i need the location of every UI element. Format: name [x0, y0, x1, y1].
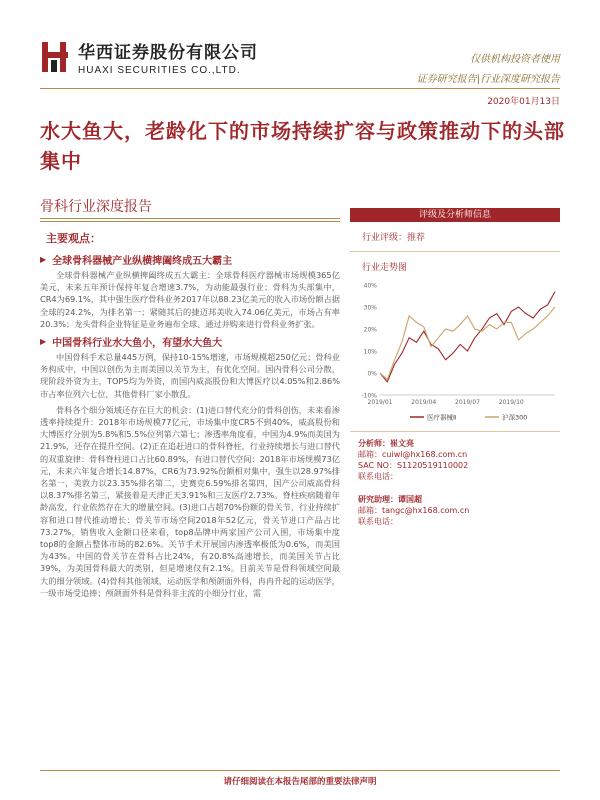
analyst-info [350, 431, 560, 486]
paragraph: 骨科各个细分领域还存在巨大的机会：(1)进口替代充分的骨科创伤，未来看渗透率持续提升：2018年市场规模77亿元，市场集中度CR5不到40%，威高股份和大博医疗分别为5.8%和5.5%位列第六第七；渗透率角度看，中国为4.9%而美国为21.9%，还存在提升空间。(2)正在追赶进口的骨科脊柱，行业持续增长与进口替代的双重旋律：骨科脊柱进口占比60.89%，有进口替代空间：2018年市场规模73亿元，未来六年复合增长14.87%，CR6为73.92%份额相对集中，强生以28.97%排名第一，美敦力以23.35%排名第二，史赛克6.59%排名第四，国产公司威高骨科以8.37%排名第三，紧接着是天津正天3.91%和三友医疗2.73%。脊柱疾病随着年龄高发，行业依然存在大的增量空间。(3)进口占超70%份额的骨关节，行业持续扩容和进口替代推动增长：骨关节市场空间2018年52亿元，骨关节进口产品占比73.27%，销售收入金额口径来看，top8品牌中两家国产公司入围，市场集中度top8的金额占整体市场的82.6%。关节手术开展国内渗透率极低为0.6%，而美国为43%。中国的骨关节在骨科占比24%，有20.8%高速增长，而美国关节占比39%，为美国骨科最大的类别，但是增速仅有2.1%。目前关节是骨科领域空间最大的细分领域。(4)骨科其他领域，运动医学和颅颌面外科，冉冉升起的运动医学，一级市场受追捧；颅颌面外科是骨科非主流的小细分行业，需 [40, 404, 340, 598]
report-subtitle: 骨科行业深度报告 [40, 199, 152, 215]
y-tick-label: -10% [361, 392, 377, 400]
report-title: 水大鱼大，老龄化下的市场持续扩容与政策推动下的头部集中 [40, 119, 565, 173]
assistant-info [350, 486, 560, 531]
x-tick-label: 2019/10 [498, 399, 524, 406]
section-heading-2 [40, 334, 340, 349]
logo-cn-text: 华西证券股份有限公司 [78, 43, 258, 63]
analyst-name: 崔文亮 [390, 439, 414, 448]
main-points-label: 主要观点： [46, 232, 101, 245]
assistant-role: 研究助理： [358, 495, 398, 504]
subtitle-divider [40, 218, 340, 219]
paragraph: 全球骨科器械产业纵横捭阖终成五大霸主：全球骨科医疗器械市场规模365亿美元，未来五年预计保持年复合增速3.7%，为动能最强行业；骨科为头部集中，CR4为69.1%，其中强生医疗骨科业务2017年以88.23亿美元的收入市场份额占据全球的24.2%，为排名第一；紧随其后的捷迈邦美收入74.06亿美元，市场占有率20.3%；龙头骨科企业特征是业务遍布全球、通过并购来进行骨科业务扩张。 [40, 270, 340, 329]
section-heading-text: 中国骨科行业水大鱼小，有望水大鱼大 [52, 338, 223, 350]
footer-divider [40, 770, 560, 771]
trend-chart [350, 277, 560, 427]
assistant-name: 谭国超 [398, 495, 422, 504]
analyst-phone: 联系电话： [358, 472, 398, 481]
series-line [380, 292, 555, 382]
analyst-role: 分析师： [358, 439, 390, 448]
assistant-email[interactable]: 邮箱：tangc@hx168.com.cn [358, 506, 470, 515]
y-tick-label: 20% [363, 326, 377, 334]
x-tick-label: 2019/04 [411, 399, 437, 406]
assistant-phone: 联系电话： [358, 517, 398, 526]
analyst-sac: SAC NO：S1120519110002 [358, 461, 469, 470]
company-logo [40, 38, 258, 76]
huaxi-logo-icon [40, 40, 72, 74]
sidebar [350, 208, 560, 531]
arrow-right-icon: ▶ [40, 255, 47, 264]
legend-label: 医疗器械Ⅱ [427, 413, 457, 422]
rating-value: 推荐 [407, 233, 426, 243]
logo-en-text: HUAXI SECURITIES CO.,LTD. [78, 65, 241, 76]
y-tick-label: 0% [367, 370, 377, 378]
section-heading-1 [40, 252, 340, 267]
legend-label: 沪深300 [502, 413, 528, 422]
trend-chart-svg [350, 277, 560, 427]
x-tick-label: 2019/01 [367, 399, 393, 406]
x-tick-label: 2019/07 [455, 399, 480, 406]
section-heading-text: 全球骨科器械产业纵横捭阖终成五大霸主 [52, 256, 233, 267]
industry-rating [350, 222, 560, 252]
arrow-right-icon: ▶ [40, 337, 47, 347]
audience-note: 仅供机构投资者使用 [470, 54, 560, 65]
report-meta [417, 50, 560, 90]
paragraph: 中国骨科手术总量445万例，保持10-15%增速，市场规模超250亿元；骨科业务构成中，中国以创伤为主而美国以关节为主，有优化空间。国内骨科公司分散，现阶段外资为主，TOP5均为外资，而国内威高股份和大博医疗以4.05%和2.86%市占率位列六七位，其他骨科厂家小散乱。 [40, 352, 340, 399]
rating-label: 行业评级： [362, 233, 408, 243]
y-tick-label: 30% [363, 304, 377, 312]
y-tick-label: 40% [363, 282, 377, 290]
y-tick-label: 10% [363, 348, 377, 356]
sidebar-header: 评级及分析师信息 [350, 208, 560, 222]
main-content [40, 230, 340, 599]
report-date: 2020年01月13日 [487, 97, 560, 107]
header-divider [40, 88, 560, 89]
report-type: 证券研究报告|行业深度研究报告 [416, 74, 560, 85]
analyst-email[interactable]: 邮箱：cuiwl@hx168.com.cn [358, 450, 468, 459]
subtitle-divider-2 [40, 221, 340, 222]
trend-chart-title: 行业走势图 [362, 263, 408, 273]
legal-notice[interactable]: 请仔细阅读在本报告尾部的重要法律声明 [223, 777, 377, 787]
